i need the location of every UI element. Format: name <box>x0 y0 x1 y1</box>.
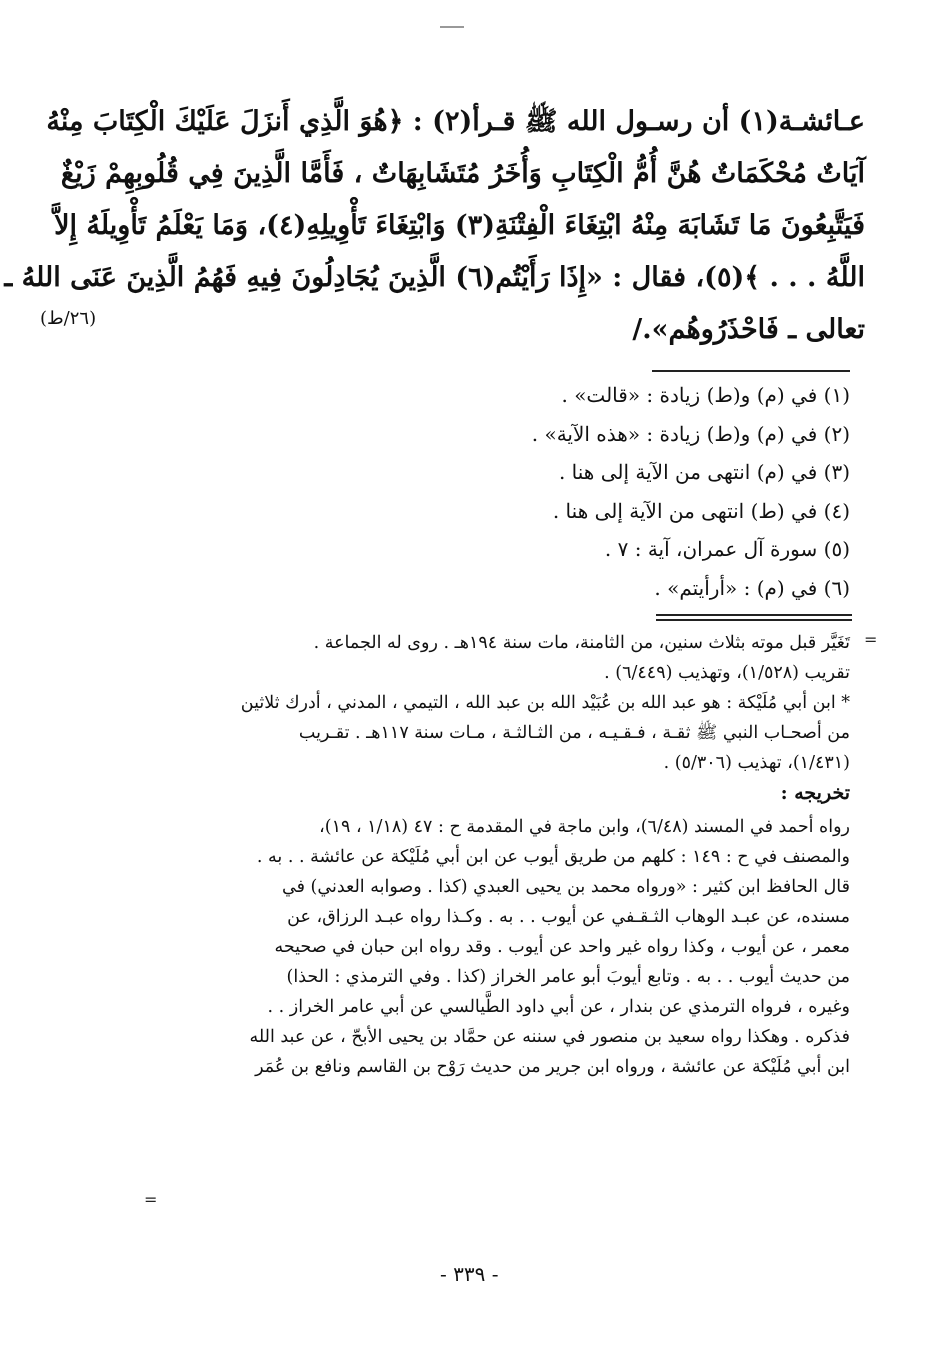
main-text-line: تعالى ـ فَاحْذَرُوهُم»./ <box>632 314 865 345</box>
takhrij-line: مسنده، عن عبـد الوهاب الثـقـفي عن أيوب . . به . وكـذا رواه عبـد الرزاق، عن <box>287 907 850 927</box>
footnote: (٢) في (م) و(ط) زيادة : «هذه الآية» . <box>531 421 850 446</box>
commentary-separator-bottom <box>656 619 852 621</box>
commentary-separator-top <box>656 614 852 616</box>
commentary-line: من أصحـاب النبي ﷺ ثقـة ، فـقـيـه ، من الثـالثـة ، مـات سنة ١١٧هـ . تقـريب <box>298 723 850 743</box>
takhrij-line: فذكره . وهكذا رواه سعيد بن منصور في سننه عن حمَّاد بن يحيى الأبحّ ، عن عبد الله <box>249 1027 850 1047</box>
takhrij-line: والمصنف في ح : ١٤٩ : كلهم من طريق أيوب عن ابن أبي مُلَيْكة عن عائشة . . به . <box>256 847 850 867</box>
continuation-mark-top: = <box>864 630 878 649</box>
takhrij-line: رواه أحمد في المسند (٦/٤٨)، وابن ماجة في المقدمة ح : ٤٧ (١/١٨ ، ١٩)، <box>319 817 850 837</box>
main-text-line: فَيَتَّبِعُونَ مَا تَشَابَهَ مِنْهُ ابْتِغَاءَ الْفِتْنَةِ(٣) وَابْتِغَاءَ تَأْوِيلِهِ(٤)، وَمَا يَعْلَمُ تَأْوِيلَهُ إِلاَّ <box>54 210 865 241</box>
commentary-line: تَغَيَّر قبل موته بثلاث سنين، من الثامنة، مات سنة ١٩٤هـ . روى له الجماعة . <box>313 633 850 653</box>
footnote: (٤) في (ط) انتهى من الآية إلى هنا . <box>552 498 850 523</box>
page-number: - ٣٣٩ - <box>440 1262 499 1286</box>
takhrij-line: وغيره ، فرواه الترمذي عن بندار ، عن أبي داود الطَّيالسي عن أبي عامر الخراز . . <box>267 997 850 1017</box>
footnote-separator <box>652 370 850 372</box>
takhrij-line: ابن أبي مُلَيْكة عن عائشة ، ورواه ابن جرير من حديث رَوْح بن القاسم ونافع بن عُمَر <box>255 1057 850 1077</box>
commentary-line: (١/٤٣١)، تهذيب (٥/٣٠٦) . <box>663 753 850 773</box>
commentary-line: * ابن أبي مُلَيْكة : هو عبد الله بن عُبَيْد الله بن عبد الله ، التيمي ، المدني ، أدرك ثلاثين <box>240 693 850 713</box>
footnote: (١) في (م) و(ط) زيادة : «قالت» . <box>561 383 850 407</box>
main-text-line: اللَّهُ . . . ﴾(٥)، فقال : «إِذَا رَأَيْتُم(٦) الَّذِينَ يُجَادِلُونَ فِيهِ فَهُمُ الَّذِينَ عَنَى اللهُ ـ <box>4 262 865 293</box>
takhrij-line: قال الحافظ ابن كثير : «ورواه محمد بن يحيى العبدي (كذا . وصوابه العدني) في <box>282 877 850 897</box>
margin-note: (٢٦/ط) <box>40 308 97 329</box>
main-text-line: عـائشـة(١) أن رسـول الله ﷺ قـرأ(٢) : ﴿هُوَ الَّذِي أَنزَلَ عَلَيْكَ الْكِتَابَ مِنْهُ <box>46 106 865 137</box>
main-text-line: آيَاتٌ مُحْكَمَاتٌ هُنَّ أُمُّ الْكِتَابِ وَأُخَرُ مُتَشَابِهَاتٌ ، فَأَمَّا الَّذِينَ فِي قُلُوبِهِمْ زَيْغٌ <box>60 158 865 189</box>
takhrij-heading: تخريجه : <box>780 782 850 804</box>
footnote: (٣) في (م) انتهى من الآية إلى هنا . <box>558 460 850 484</box>
commentary-line: تقريب (١/٥٢٨)، وتهذيب (٦/٤٤٩) . <box>604 663 850 683</box>
header-mark <box>440 26 464 28</box>
footnotes <box>400 376 850 607</box>
takhrij-line: من حديث أيوب . . به . وتابع أيوبَ أبو عامر الخراز (كذا . وفي الترمذي : الحذا) <box>286 967 850 987</box>
footnote: (٥) سورة آل عمران، آية : ٧ . <box>604 537 850 561</box>
footnote: (٦) في (م) : «أرأيتم» . <box>654 575 850 600</box>
commentary <box>160 628 850 1082</box>
continuation-mark-bottom: = <box>144 1190 158 1209</box>
takhrij-line: معمر ، عن أيوب ، وكذا رواه غير واحد عن أيوب . وقد رواه ابن حبان في صحيحه <box>274 937 850 957</box>
